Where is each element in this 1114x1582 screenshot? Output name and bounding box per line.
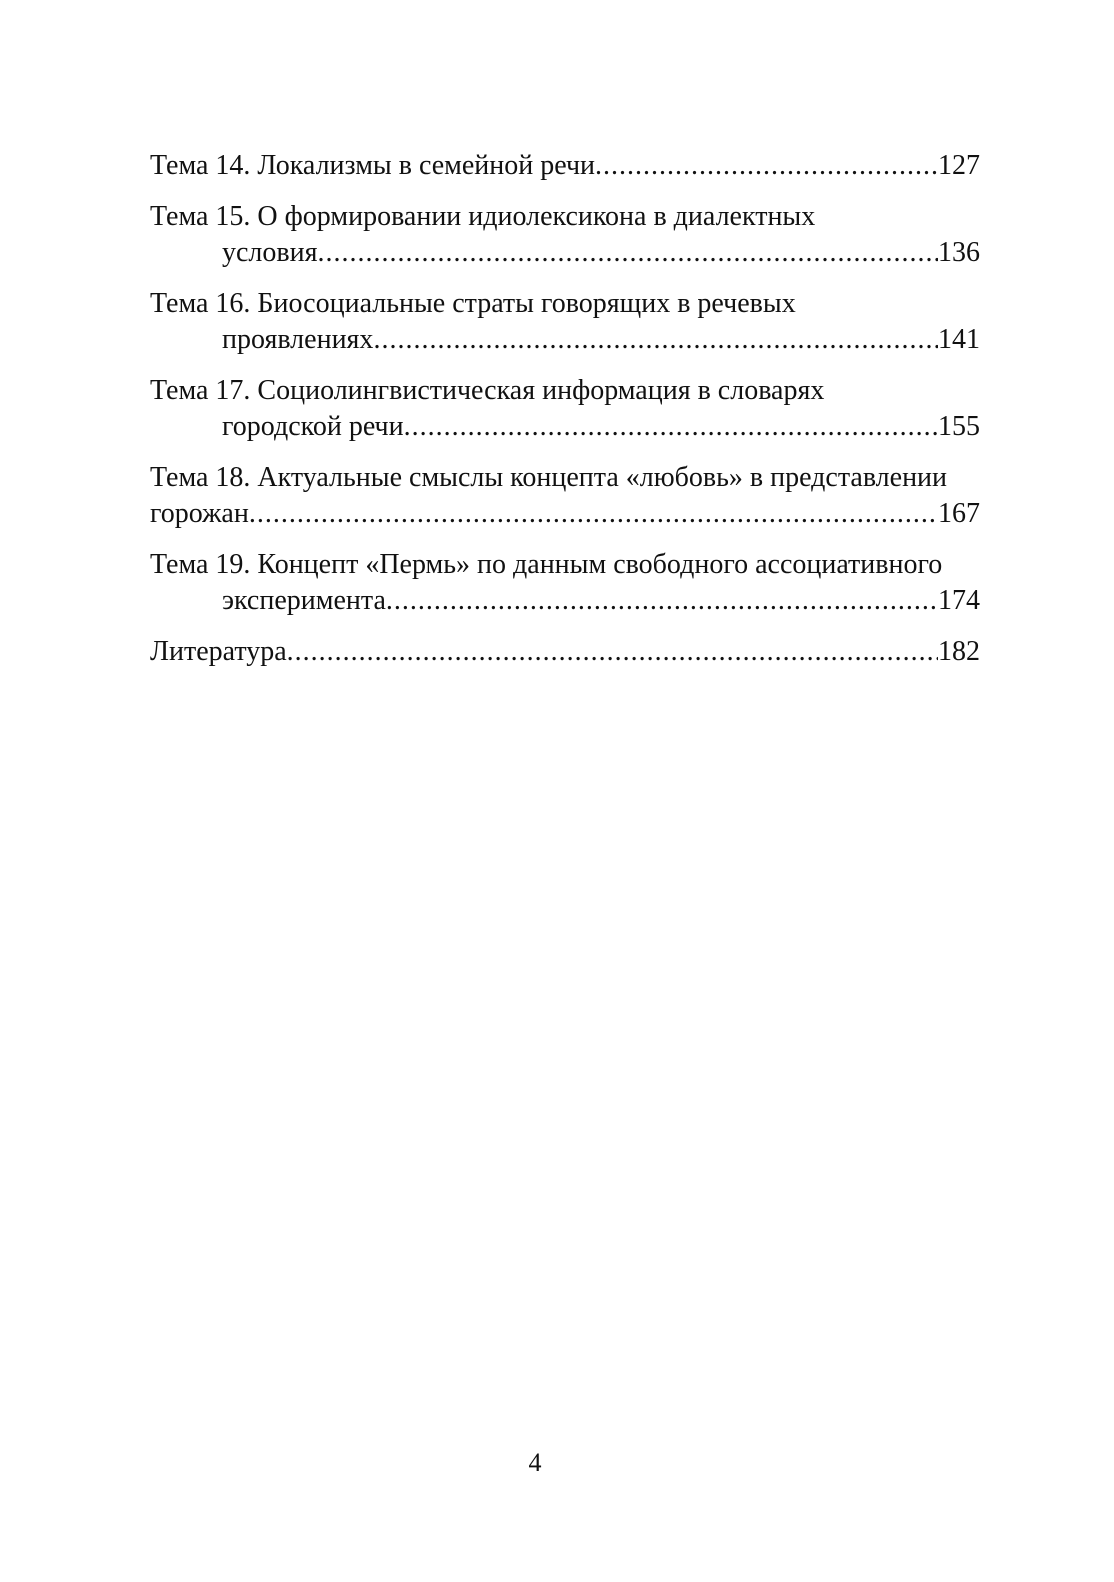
toc-page-number: 167 [938,498,980,529]
toc-entry-topic-16[interactable] [150,286,980,358]
table-of-contents [150,148,980,685]
dot-leader [317,235,938,271]
toc-entry-title: Тема 17. Социолингвистическая информация в словарях [150,375,825,406]
toc-entry-title-continuation: проявлениях [222,324,374,355]
toc-line [150,460,980,496]
toc-entry-title-continuation: условия [222,237,318,268]
toc-line [150,286,980,322]
toc-line-continuation [150,322,980,358]
page-number: 4 [528,1448,542,1477]
toc-page-number: 127 [938,150,980,181]
toc-entry-title-continuation: горожан [150,498,249,529]
toc-page-number: 174 [938,585,980,616]
toc-page-number: 155 [938,411,980,442]
toc-entry-title: Литература [150,636,287,667]
toc-page-number: 182 [938,636,980,667]
toc-line [150,634,980,670]
toc-line-continuation [150,409,980,445]
toc-entry-topic-17[interactable] [150,373,980,445]
toc-entry-title: Тема 16. Биосоциальные страты говорящих в речевых [150,288,796,319]
toc-line-continuation [150,235,980,271]
toc-entry-topic-15[interactable] [150,199,980,271]
toc-entry-title: Тема 19. Концепт «Пермь» по данным свободного ассоциативного [150,549,943,580]
dot-leader [404,409,938,445]
dot-leader [249,496,938,532]
toc-line [150,547,980,583]
toc-page-number: 141 [938,324,980,355]
toc-line-continuation [150,583,980,619]
toc-entry-title: Тема 15. О формировании идиолексикона в диалектных [150,201,816,232]
toc-entry-title: Тема 14. Локализмы в семейной речи [150,150,596,181]
dot-leader [386,583,938,619]
dot-leader [595,148,938,184]
toc-line-continuation [150,496,980,532]
toc-line [150,199,980,235]
toc-line [150,373,980,409]
toc-line [150,148,980,184]
toc-page-number: 136 [938,237,980,268]
toc-entry-title-continuation: эксперимента [222,585,386,616]
dot-leader [287,634,938,670]
toc-entry-title-continuation: городской речи [222,411,404,442]
toc-entry-topic-14[interactable] [150,148,980,184]
toc-entry-topic-19[interactable] [150,547,980,619]
toc-entry-title: Тема 18. Актуальные смыслы концепта «любовь» в представлении [150,462,948,493]
dot-leader [373,322,938,358]
toc-entry-literature[interactable] [150,634,980,670]
toc-entry-topic-18[interactable] [150,460,980,532]
